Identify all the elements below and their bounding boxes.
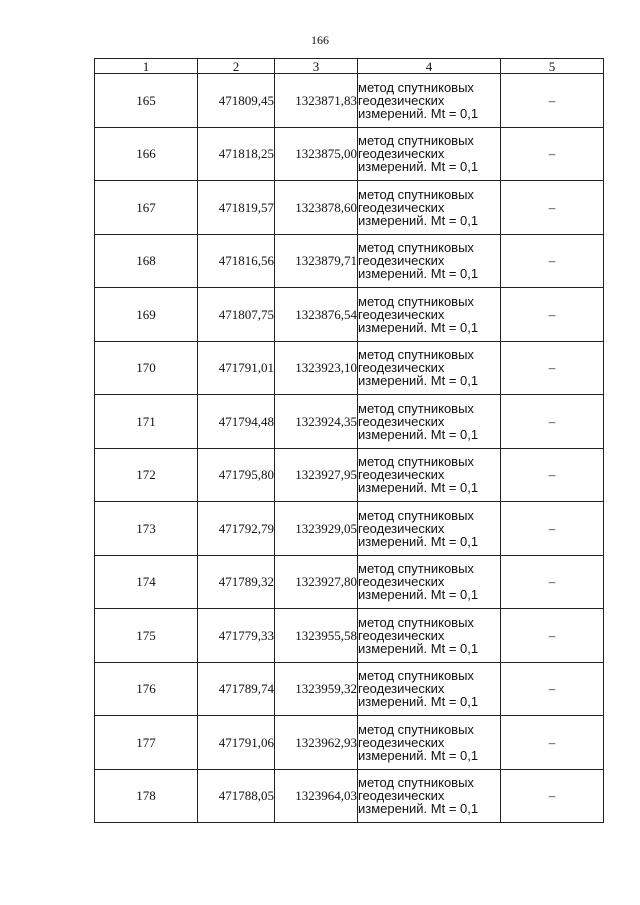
method-line-2: геодезических	[358, 788, 445, 804]
method-line-2: геодезических	[358, 574, 445, 590]
method-line-1: метод спутниковых	[358, 240, 474, 256]
point-number: 167	[95, 181, 198, 235]
note-cell: –	[501, 716, 604, 770]
method-line-3: измерений. Mt = 0,1	[358, 105, 479, 121]
method-line-2: геодезических	[358, 734, 445, 750]
method-line-1: метод спутниковых	[358, 507, 474, 523]
note-cell: –	[501, 288, 604, 342]
method-cell	[358, 609, 501, 663]
method-line-3: измерений. Mt = 0,1	[358, 533, 479, 549]
point-number: 176	[95, 662, 198, 716]
table-row	[95, 555, 604, 609]
table-row	[95, 448, 604, 502]
table-row	[95, 127, 604, 181]
method-line-3: измерений. Mt = 0,1	[358, 266, 479, 282]
method-line-2: геодезических	[358, 199, 445, 215]
coordinate-x: 471818,25	[198, 127, 275, 181]
coordinate-y: 1323927,80	[275, 555, 358, 609]
method-cell	[358, 181, 501, 235]
note-cell: –	[501, 555, 604, 609]
coordinate-x: 471816,56	[198, 234, 275, 288]
table-header-row	[95, 59, 604, 74]
method-line-1: метод спутниковых	[358, 668, 474, 684]
method-line-2: геодезических	[358, 360, 445, 376]
coordinate-x: 471792,79	[198, 502, 275, 556]
table-row	[95, 395, 604, 449]
method-line-1: метод спутниковых	[358, 614, 474, 630]
table-row	[95, 662, 604, 716]
coordinate-y: 1323876,54	[275, 288, 358, 342]
method-line-3: измерений. Mt = 0,1	[358, 159, 479, 175]
method-cell	[358, 74, 501, 128]
method-line-3: измерений. Mt = 0,1	[358, 747, 479, 763]
method-line-2: геодезических	[358, 146, 445, 162]
note-cell: –	[501, 609, 604, 663]
note-cell: –	[501, 662, 604, 716]
table-row	[95, 288, 604, 342]
coordinate-x: 471794,48	[198, 395, 275, 449]
coordinate-y: 1323879,71	[275, 234, 358, 288]
method-line-3: измерений. Mt = 0,1	[358, 319, 479, 335]
method-cell	[358, 234, 501, 288]
coordinate-y: 1323929,05	[275, 502, 358, 556]
coordinate-x: 471779,33	[198, 609, 275, 663]
method-line-1: метод спутниковых	[358, 347, 474, 363]
method-line-3: измерений. Mt = 0,1	[358, 480, 479, 496]
method-line-2: геодезических	[358, 627, 445, 643]
coordinate-x: 471789,32	[198, 555, 275, 609]
table-row	[95, 502, 604, 556]
method-line-3: измерений. Mt = 0,1	[358, 640, 479, 656]
method-line-3: измерений. Mt = 0,1	[358, 801, 479, 817]
note-cell: –	[501, 769, 604, 823]
coordinate-y: 1323959,32	[275, 662, 358, 716]
table-row	[95, 769, 604, 823]
note-cell: –	[501, 502, 604, 556]
table-row	[95, 74, 604, 128]
table-row	[95, 716, 604, 770]
note-cell: –	[501, 234, 604, 288]
note-cell: –	[501, 341, 604, 395]
method-line-1: метод спутниковых	[358, 400, 474, 416]
point-number: 172	[95, 448, 198, 502]
header-col-4: 4	[358, 59, 501, 74]
table-row	[95, 181, 604, 235]
page-number: 166	[311, 33, 329, 47]
point-number: 175	[95, 609, 198, 663]
method-line-3: измерений. Mt = 0,1	[358, 373, 479, 389]
coordinate-y: 1323955,58	[275, 609, 358, 663]
table-row	[95, 234, 604, 288]
method-line-1: метод спутниковых	[358, 561, 474, 577]
coordinate-x: 471788,05	[198, 769, 275, 823]
coordinate-x: 471789,74	[198, 662, 275, 716]
point-number: 170	[95, 341, 198, 395]
coordinate-x: 471795,80	[198, 448, 275, 502]
method-line-2: геодезических	[358, 306, 445, 322]
coordinate-y: 1323871,83	[275, 74, 358, 128]
coordinate-x: 471819,57	[198, 181, 275, 235]
coordinate-x: 471809,45	[198, 74, 275, 128]
header-col-2: 2	[198, 59, 275, 74]
method-line-1: метод спутниковых	[358, 186, 474, 202]
point-number: 178	[95, 769, 198, 823]
header-col-1: 1	[95, 59, 198, 74]
method-cell	[358, 395, 501, 449]
note-cell: –	[501, 448, 604, 502]
method-line-1: метод спутниковых	[358, 454, 474, 470]
method-line-1: метод спутниковых	[358, 79, 474, 95]
note-cell: –	[501, 395, 604, 449]
method-cell	[358, 127, 501, 181]
header-col-3: 3	[275, 59, 358, 74]
method-cell	[358, 769, 501, 823]
coordinate-x: 471791,06	[198, 716, 275, 770]
table-row	[95, 341, 604, 395]
coordinate-y: 1323924,35	[275, 395, 358, 449]
coordinate-x: 471807,75	[198, 288, 275, 342]
coordinate-y: 1323875,00	[275, 127, 358, 181]
coordinate-x: 471791,01	[198, 341, 275, 395]
method-cell	[358, 662, 501, 716]
method-cell	[358, 716, 501, 770]
method-line-2: геодезических	[358, 467, 445, 483]
coordinates-table	[94, 58, 604, 823]
method-line-3: измерений. Mt = 0,1	[358, 587, 479, 603]
table-row	[95, 609, 604, 663]
point-number: 173	[95, 502, 198, 556]
method-line-3: измерений. Mt = 0,1	[358, 212, 479, 228]
method-line-2: геодезических	[358, 520, 445, 536]
note-cell: –	[501, 181, 604, 235]
method-cell	[358, 288, 501, 342]
coordinate-y: 1323962,93	[275, 716, 358, 770]
note-cell: –	[501, 127, 604, 181]
method-line-1: метод спутниковых	[358, 133, 474, 149]
method-line-2: геодезических	[358, 92, 445, 108]
method-line-2: геодезических	[358, 413, 445, 429]
method-line-1: метод спутниковых	[358, 775, 474, 791]
method-line-3: измерений. Mt = 0,1	[358, 426, 479, 442]
point-number: 165	[95, 74, 198, 128]
method-line-1: метод спутниковых	[358, 721, 474, 737]
point-number: 171	[95, 395, 198, 449]
method-cell	[358, 341, 501, 395]
method-cell	[358, 448, 501, 502]
coordinate-y: 1323923,10	[275, 341, 358, 395]
point-number: 166	[95, 127, 198, 181]
note-cell: –	[501, 74, 604, 128]
method-line-2: геодезических	[358, 253, 445, 269]
point-number: 168	[95, 234, 198, 288]
point-number: 169	[95, 288, 198, 342]
point-number: 177	[95, 716, 198, 770]
method-line-2: геодезических	[358, 681, 445, 697]
method-cell	[358, 555, 501, 609]
coordinate-y: 1323964,03	[275, 769, 358, 823]
method-line-3: измерений. Mt = 0,1	[358, 694, 479, 710]
method-line-1: метод спутниковых	[358, 293, 474, 309]
point-number: 174	[95, 555, 198, 609]
coordinate-y: 1323878,60	[275, 181, 358, 235]
coordinate-y: 1323927,95	[275, 448, 358, 502]
method-cell	[358, 502, 501, 556]
header-col-5: 5	[501, 59, 604, 74]
